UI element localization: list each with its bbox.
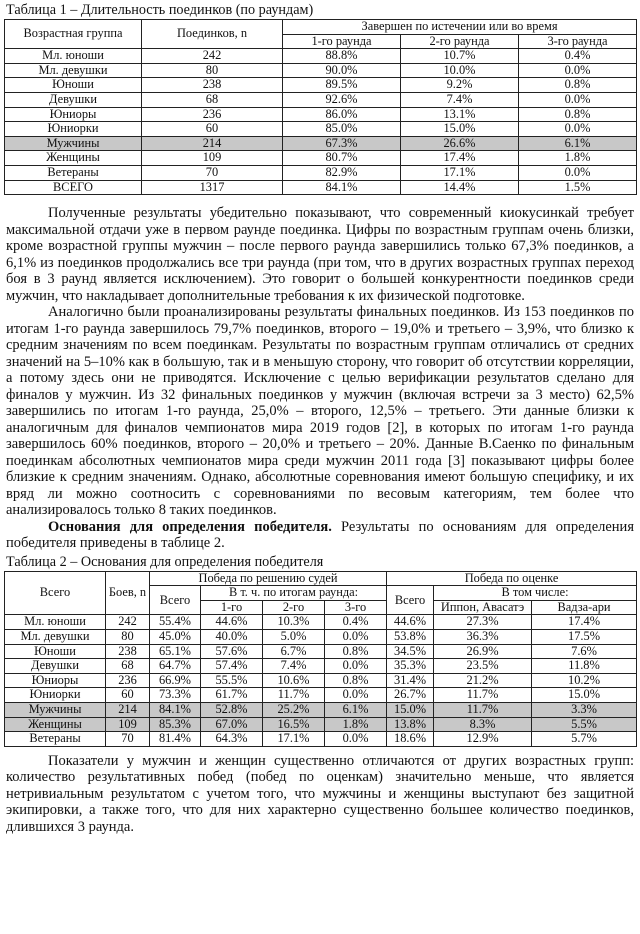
cell-wz: 17.4% xyxy=(532,615,637,630)
cell-j2: 25.2% xyxy=(263,702,325,717)
table1-header-round1: 1-го раунда xyxy=(283,34,401,49)
cell-wz: 17.5% xyxy=(532,630,637,645)
table1-header-bouts: Поединков, n xyxy=(142,20,283,49)
cell-n: 70 xyxy=(106,732,150,747)
cell-r2: 7.4% xyxy=(401,92,519,107)
cell-j3: 1.8% xyxy=(325,717,387,732)
table-row-highlighted xyxy=(5,702,637,717)
cell-r1: 84.1% xyxy=(283,180,401,195)
cell-n: 60 xyxy=(106,688,150,703)
cell-group: Девушки xyxy=(5,92,142,107)
cell-ip: 21.2% xyxy=(434,673,532,688)
cell-r3: 0.0% xyxy=(519,92,637,107)
cell-n: 214 xyxy=(106,702,150,717)
cell-st: 13.8% xyxy=(387,717,434,732)
table-row xyxy=(5,122,637,137)
table2-header-score-total: Всего xyxy=(387,586,434,615)
cell-group: Юниоры xyxy=(5,673,106,688)
cell-group: Девушки xyxy=(5,659,106,674)
cell-j3: 6.1% xyxy=(325,702,387,717)
cell-wz: 11.8% xyxy=(532,659,637,674)
cell-wz: 15.0% xyxy=(532,688,637,703)
cell-j3: 0.0% xyxy=(325,732,387,747)
cell-group: Мл. девушки xyxy=(5,630,106,645)
cell-ip: 36.3% xyxy=(434,630,532,645)
cell-j1: 55.5% xyxy=(201,673,263,688)
cell-r3: 6.1% xyxy=(519,136,637,151)
cell-ip: 11.7% xyxy=(434,702,532,717)
paragraph-3 xyxy=(4,519,636,552)
cell-jt: 85.3% xyxy=(150,717,201,732)
cell-j1: 52.8% xyxy=(201,702,263,717)
table-row-highlighted xyxy=(5,717,637,732)
cell-r1: 86.0% xyxy=(283,107,401,122)
cell-wz: 5.5% xyxy=(532,717,637,732)
cell-n: 109 xyxy=(142,151,283,166)
table-row xyxy=(5,659,637,674)
cell-r3: 0.8% xyxy=(519,107,637,122)
cell-r2: 15.0% xyxy=(401,122,519,137)
table-row-total xyxy=(5,180,637,195)
cell-n: 1317 xyxy=(142,180,283,195)
cell-n: 60 xyxy=(142,122,283,137)
cell-n: 68 xyxy=(142,92,283,107)
cell-st: 35.3% xyxy=(387,659,434,674)
cell-j1: 61.7% xyxy=(201,688,263,703)
table-row xyxy=(5,78,637,93)
table-row xyxy=(5,107,637,122)
cell-jt: 73.3% xyxy=(150,688,201,703)
table2-header-incl-rounds: В т. ч. по итогам раунда: xyxy=(201,586,387,601)
table-row xyxy=(5,49,637,64)
cell-wz: 3.3% xyxy=(532,702,637,717)
cell-n: 80 xyxy=(142,63,283,78)
cell-r2: 17.4% xyxy=(401,151,519,166)
cell-st: 44.6% xyxy=(387,615,434,630)
table1-header-finished: Завершен по истечении или во время xyxy=(283,20,637,35)
table2-header-incl: В том числе: xyxy=(434,586,637,601)
table2-header-total: Всего xyxy=(5,571,106,615)
cell-group: Женщины xyxy=(5,717,106,732)
table2-header-by-score: Победа по оценке xyxy=(387,571,637,586)
table-row xyxy=(5,92,637,107)
cell-group: Юноши xyxy=(5,644,106,659)
cell-st: 18.6% xyxy=(387,732,434,747)
section-heading: Основания для определения победителя. xyxy=(48,518,332,535)
cell-group: Женщины xyxy=(5,151,142,166)
table-row xyxy=(5,630,637,645)
cell-st: 31.4% xyxy=(387,673,434,688)
cell-group: ВСЕГО xyxy=(5,180,142,195)
cell-ip: 8.3% xyxy=(434,717,532,732)
cell-j1: 44.6% xyxy=(201,615,263,630)
cell-jt: 64.7% xyxy=(150,659,201,674)
table-row xyxy=(5,615,637,630)
table2-caption: Таблица 2 – Основания для определения победителя xyxy=(6,553,324,570)
paragraph-1: Полученные результаты убедительно показывают, что современный киокусинкай требует максимальной отдачи уже в первом раунде поединка. Цифры по возрастным группам очень близки, кроме возрастной группы мужчин – после первого раунда завершились только 67,3% поединков, а 6,1% из поединков продолжались все три раунда (при том, что в других возрастных группах переход боя в 3 раунд является исключением). Это говорит о большей конкурентности поединков среди мужчин, что накладывает дополнительные требования к их физической подготовке. xyxy=(6,205,634,304)
paragraph-4: Показатели у мужчин и женщин существенно отличаются от других возрастных групп: количество результативных побед (побед по оценкам) значительно меньше, что является нетривиальным результатом с учетом того, что мужчины и женщины выступают без защитной экипировки, а также того, что для них характерно существенно большее количество поединков, длившихся 3 раунда. xyxy=(6,752,634,835)
table-row xyxy=(5,165,637,180)
cell-r2: 17.1% xyxy=(401,165,519,180)
table2-header-ippon: Иппон, Авасатэ xyxy=(434,600,532,615)
cell-n: 214 xyxy=(142,136,283,151)
table2-header-bouts: Боев, n xyxy=(106,571,150,615)
table1-header-age-group: Возрастная группа xyxy=(5,20,142,49)
cell-j1: 57.6% xyxy=(201,644,263,659)
cell-n: 242 xyxy=(142,49,283,64)
table-row-highlighted xyxy=(5,136,637,151)
cell-r1: 80.7% xyxy=(283,151,401,166)
cell-group: Юниорки xyxy=(5,122,142,137)
cell-n: 236 xyxy=(106,673,150,688)
cell-group: Юниоры xyxy=(5,107,142,122)
table2-header-wazaari: Вадза-ари xyxy=(532,600,637,615)
cell-group: Ветераны xyxy=(5,165,142,180)
cell-group: Мужчины xyxy=(5,136,142,151)
cell-jt: 84.1% xyxy=(150,702,201,717)
cell-j2: 11.7% xyxy=(263,688,325,703)
table1-caption: Таблица 1 – Длительность поединков (по раундам) xyxy=(6,2,314,18)
cell-r2: 10.7% xyxy=(401,49,519,64)
cell-jt: 45.0% xyxy=(150,630,201,645)
cell-ip: 12.9% xyxy=(434,732,532,747)
document-page xyxy=(4,0,636,835)
table-row xyxy=(5,63,637,78)
cell-r3: 0.8% xyxy=(519,78,637,93)
cell-group: Мл. юноши xyxy=(5,615,106,630)
paragraph-2: Аналогично были проанализированы результаты финальных поединков. Из 153 поединков по итогам 1-го раунда завершилось 79,7% поединков, второго – 19,0% и третьего – 3,9%, что близко к средним значениям по всем поединкам. Результаты по возрастным группам отличались от средних значений на 5–10% как в большую, так и в меньшую сторону, что говорит об отсутствии корреляции, а потому здесь они не приводятся. Исключение с целью верификации результатов сделано для финалов у мужчин. Из 32 финальных поединков у мужчин (включая встречи за 3 место) 62,5% завершились по итогам 1-го раунда, 25,0% – второго, 12,5% – третьего. Эти данные близки к аналогичным для финалов чемпионатов мира 2019 годов [2], в которых по итогам 1-го раунда завершилось 60% поединков, второго – 20,0% и третьего – 20%. Данные В.Саенко по финальным поединкам абсолютных чемпионатов мира среди мужчин 2011 года [3] показывают цифры более близкие к средним значениям. Однако, абсолютные соревнования имеют большую специфику, и их вряд ли можно соотносить с соревнованиями по весовым категориям, тем более что анализировалось только 8 таких поединков. xyxy=(6,304,634,519)
cell-r2: 10.0% xyxy=(401,63,519,78)
cell-jt: 65.1% xyxy=(150,644,201,659)
cell-r2: 9.2% xyxy=(401,78,519,93)
cell-n: 238 xyxy=(106,644,150,659)
table2 xyxy=(4,571,637,747)
table-row xyxy=(5,644,637,659)
cell-ip: 11.7% xyxy=(434,688,532,703)
cell-j1: 57.4% xyxy=(201,659,263,674)
table1-header-round3: 3-го раунда xyxy=(519,34,637,49)
cell-j2: 7.4% xyxy=(263,659,325,674)
cell-j2: 6.7% xyxy=(263,644,325,659)
cell-jt: 81.4% xyxy=(150,732,201,747)
cell-j3: 0.0% xyxy=(325,630,387,645)
cell-r2: 26.6% xyxy=(401,136,519,151)
cell-ip: 26.9% xyxy=(434,644,532,659)
cell-jt: 66.9% xyxy=(150,673,201,688)
cell-r1: 85.0% xyxy=(283,122,401,137)
cell-j2: 5.0% xyxy=(263,630,325,645)
cell-n: 242 xyxy=(106,615,150,630)
cell-n: 236 xyxy=(142,107,283,122)
cell-r2: 13.1% xyxy=(401,107,519,122)
cell-wz: 7.6% xyxy=(532,644,637,659)
cell-group: Мл. юноши xyxy=(5,49,142,64)
table2-header-r1: 1-го xyxy=(201,600,263,615)
cell-j3: 0.4% xyxy=(325,615,387,630)
cell-j2: 16.5% xyxy=(263,717,325,732)
cell-r1: 89.5% xyxy=(283,78,401,93)
cell-r3: 1.8% xyxy=(519,151,637,166)
table1 xyxy=(4,19,637,195)
cell-j2: 10.3% xyxy=(263,615,325,630)
cell-r1: 88.8% xyxy=(283,49,401,64)
cell-r1: 67.3% xyxy=(283,136,401,151)
table2-header-by-judges: Победа по решению судей xyxy=(150,571,387,586)
cell-j3: 0.0% xyxy=(325,688,387,703)
cell-r3: 0.0% xyxy=(519,63,637,78)
cell-ip: 23.5% xyxy=(434,659,532,674)
table-row xyxy=(5,688,637,703)
cell-r1: 90.0% xyxy=(283,63,401,78)
cell-group: Ветераны xyxy=(5,732,106,747)
table-row xyxy=(5,673,637,688)
cell-r2: 14.4% xyxy=(401,180,519,195)
cell-r3: 0.0% xyxy=(519,165,637,180)
table2-header-judges-total: Всего xyxy=(150,586,201,615)
cell-ip: 27.3% xyxy=(434,615,532,630)
cell-j2: 17.1% xyxy=(263,732,325,747)
cell-j1: 64.3% xyxy=(201,732,263,747)
cell-r3: 0.4% xyxy=(519,49,637,64)
cell-n: 70 xyxy=(142,165,283,180)
table2-header-r2: 2-го xyxy=(263,600,325,615)
paragraph-3-text: Результаты по основаниям для определения победителя приведены в таблице 2. xyxy=(6,518,634,552)
cell-n: 68 xyxy=(106,659,150,674)
table2-header-r3: 3-го xyxy=(325,600,387,615)
cell-r1: 82.9% xyxy=(283,165,401,180)
cell-j2: 10.6% xyxy=(263,673,325,688)
cell-group: Юноши xyxy=(5,78,142,93)
cell-j1: 40.0% xyxy=(201,630,263,645)
cell-r3: 0.0% xyxy=(519,122,637,137)
table-row xyxy=(5,151,637,166)
cell-n: 109 xyxy=(106,717,150,732)
table-row xyxy=(5,732,637,747)
cell-group: Мужчины xyxy=(5,702,106,717)
cell-j1: 67.0% xyxy=(201,717,263,732)
cell-st: 34.5% xyxy=(387,644,434,659)
cell-group: Юниорки xyxy=(5,688,106,703)
table1-header-round2: 2-го раунда xyxy=(401,34,519,49)
cell-r1: 92.6% xyxy=(283,92,401,107)
cell-n: 80 xyxy=(106,630,150,645)
cell-group: Мл. девушки xyxy=(5,63,142,78)
cell-wz: 10.2% xyxy=(532,673,637,688)
cell-st: 26.7% xyxy=(387,688,434,703)
cell-st: 53.8% xyxy=(387,630,434,645)
cell-n: 238 xyxy=(142,78,283,93)
cell-st: 15.0% xyxy=(387,702,434,717)
cell-j3: 0.8% xyxy=(325,673,387,688)
cell-wz: 5.7% xyxy=(532,732,637,747)
cell-r3: 1.5% xyxy=(519,180,637,195)
cell-jt: 55.4% xyxy=(150,615,201,630)
cell-j3: 0.0% xyxy=(325,659,387,674)
cell-j3: 0.8% xyxy=(325,644,387,659)
